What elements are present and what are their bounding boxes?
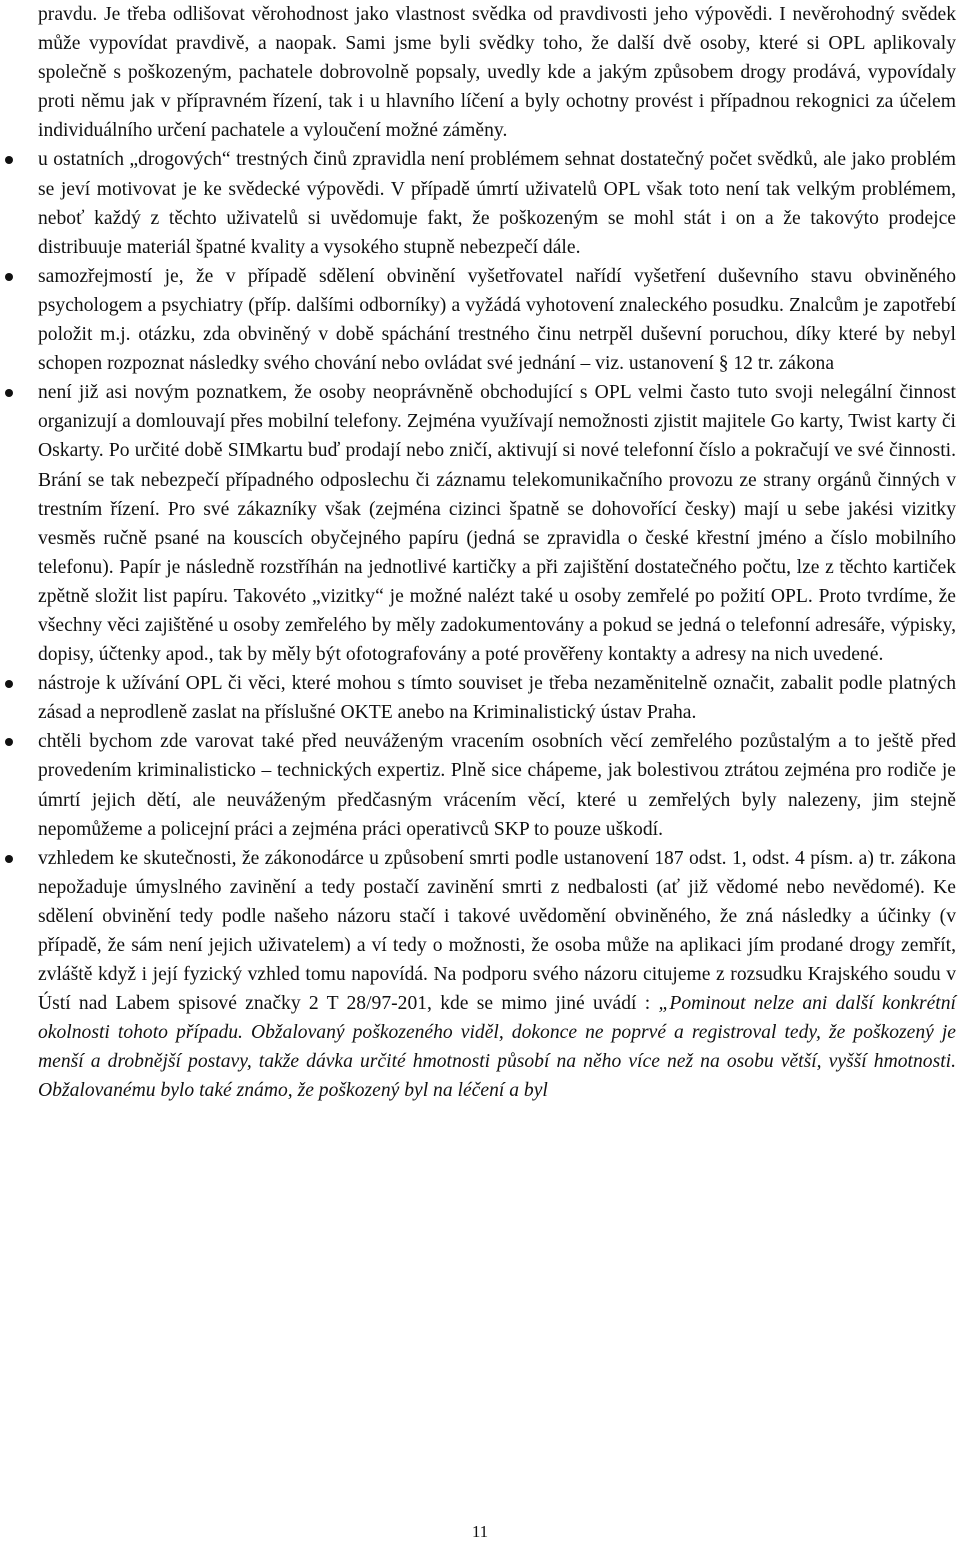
bullet-icon [5, 273, 13, 281]
bullet-icon [5, 855, 13, 863]
list-item-text: nástroje k užívání OPL či věci, které mohou s tímto souviset je třeba nezaměnitelně označit, zabalit podle platných zásad a neprodleně zaslat na příslušné OKTE anebo na Kriminalistický ústav Praha. [38, 673, 956, 724]
bullet-icon [5, 738, 13, 746]
intro-paragraph: pravdu. Je třeba odlišovat věrohodnost jako vlastnost svědka od pravdivosti jeho výpovědi. I nevěrohodný svědek může vypovídat pravdivě, a naopak. Sami jsme byli svědky toho, že další dvě osoby, které si OPL aplikovaly společně s poškozeným, pachatele dobrovolně popsaly, uvedly kde a jakým způsobem drogy prodává, vypovídaly proti němu jak v přípravném řízení, tak i u hlavního líčení a byly ochotny provést i případnou rekognici za účelem individuálního určení pachatele a vyloučení možné záměny. [38, 4, 956, 142]
bullet-list [38, 145, 956, 1105]
court-quote: „Pominout nelze ani další konkrétní okolnosti tohoto případu. Obžalovaný poškozeného viděl, dokonce ne poprvé a registroval tedy, že poškozený je menší a drobnější postavy, takže dávka určité hmotnosti působí na něho více než na osobu větší, vyšší hmotnosti. Obžalovanému bylo také známo, že poškozený byl na léčení a byl [38, 993, 956, 1102]
page-number: 11 [471, 1522, 489, 1541]
list-item-text: vzhledem ke skutečnosti, že zákonodárce u způsobení smrti podle ustanovení 187 odst. 1, odst. 4 písm. a) tr. zákona nepožaduje úmyslného zavinění a tedy postačí zavinění smrti z nedbalosti (ať již vědomé nebo nevědomé). Ke sdělení obvinění tedy podle našeho názoru stačí i takové uvědomění obviněného, že zná následky a účinky (v případě, že sám není jejich uživatelem) a ví tedy o možnosti, že osoba může na aplikaci jím prodané drogy zemřít, zvláště když i její fyzický vzhled tomu napovídá. Na podporu svého názoru citujeme z rozsudku Krajského soudu v Ústí nad Labem spisové značky 2 T 28/97-201, kde se mimo jiné uvádí : [38, 847, 956, 1015]
list-item [38, 727, 956, 843]
list-item [38, 378, 956, 669]
list-item-text: není již asi novým poznatkem, že osoby neoprávněně obchodující s OPL velmi často tuto svoji nelegální činnost organizují a domlouvají přes mobilní telefony. Zejména využívají nemožnosti zjistit majitele Go karty, Twist karty či Oskarty. Po určité době SIMkartu buď prodají nebo zničí, aktivují si nové telefonní číslo a pokračují ve své činnosti. Brání se tak nebezpečí případného odposlechu či záznamu telekomunikačního provozu ze strany orgánů činných v trestním řízení. Pro své zákazníky však (zejména cizinci špatně se dohovořící česky) mají u sebe jakési vizitky vesměs ručně psané na kouscích obyčejného papíru (jedná se zpravidla o české křestní jméno a číslo mobilního telefonu). Papír je následně rozstříhán na jednotlivé kartičky a při zajištění dostatečného počtu, lze z těchto kartiček zpětně složit list papíru. Takovéto „vizitky“ je možné nalézt také u osoby zemřelé po požití OPL. Proto tvrdíme, že všechny věci zajištěné u osoby zemřelého by měly zadokumentovány a pokud se jedná o telefonní adresáře, výpisky, dopisy, účtenky apod., tak by měly být ofotografovány a poté prověřeny kontakty a adresy na nich uvedené. [38, 382, 956, 666]
list-item-text: samozřejmostí je, že v případě sdělení obvinění vyšetřovatel nařídí vyšetření duševního stavu obviněného psychologem a psychiatry (příp. dalšími odborníky) a vyžádá vyhotovení znaleckého posudku. Znalcům je zapotřebí položit m.j. otázku, zda obviněný v době spáchání trestného činu netrpěl duševní poruchou, díky které by nebyl schopen rozpoznat následky svého chování nebo ovládat své jednání – viz. ustanovení § 12 tr. zákona [38, 265, 956, 375]
document-body [38, 0, 956, 1106]
bullet-icon [5, 156, 13, 164]
list-item [38, 669, 956, 727]
list-item [38, 262, 956, 378]
bullet-icon [5, 680, 13, 688]
list-item-text: chtěli bychom zde varovat také před neuváženým vracením osobních věcí zemřelého pozůstalým a to ještě před provedením kriminalisticko – technických expertiz. Plně sice chápeme, jak bolestivou ztrátou zejména pro rodiče je úmrtí jejich dětí, ale neuváženým předčasným vrácením věcí, které u zemřelých byly nalezeny, jim stejně nepomůžeme a policejní práci a zejména práci operativců SKP to pouze uškodí. [38, 731, 956, 840]
list-item [38, 145, 956, 261]
list-item [38, 844, 956, 1106]
bullet-icon [5, 389, 13, 397]
list-item-text: u ostatních „drogových“ trestných činů zpravidla není problémem sehnat dostatečný počet svědků, ale jako problém se jeví motivovat je ke svědecké výpovědi. V případě úmrtí uživatelů OPL však toto není tak velkým problémem, neboť každý z těchto uživatelů si uvědomuje fakt, že poškozeným se mohl stát i on a že takovýto prodejce distribuuje materiál špatné kvality a vysokého stupně nebezpečí dále. [38, 149, 956, 258]
